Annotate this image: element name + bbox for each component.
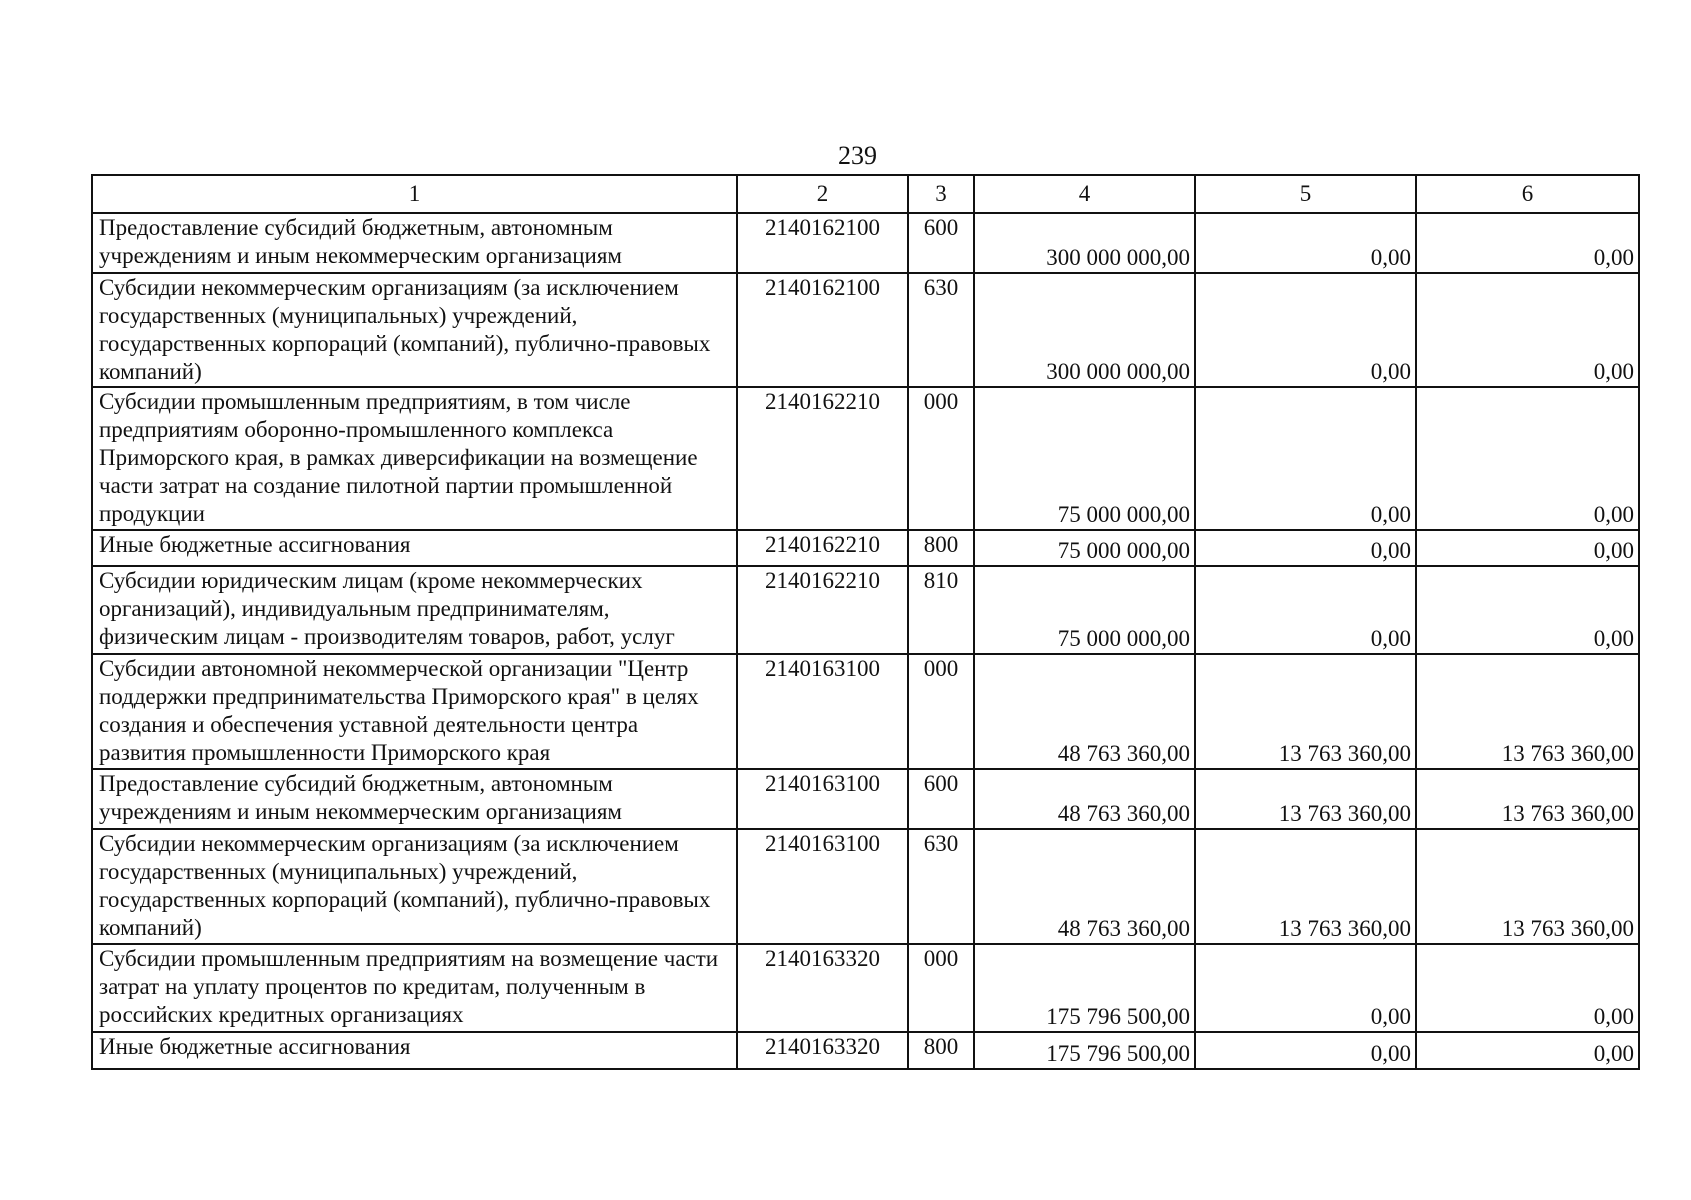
row-type: 000 xyxy=(908,654,974,769)
row-value-6: 0,00 xyxy=(1416,566,1639,654)
row-name: Субсидии промышленным предприятиям, в том числе предприятиям оборонно-промышленного комплекса Приморского края, в рамках диверсификации на возмещение части затрат на создание пилотной партии промышленной продукции xyxy=(92,387,737,530)
row-value-5: 0,00 xyxy=(1195,566,1416,654)
row-name: Предоставление субсидий бюджетным, автономным учреждениям и иным некоммерческим организациям xyxy=(92,213,737,273)
row-value-6: 0,00 xyxy=(1416,273,1639,387)
row-value-5: 0,00 xyxy=(1195,387,1416,530)
row-name: Иные бюджетные ассигнования xyxy=(92,530,737,566)
row-value-4: 75 000 000,00 xyxy=(974,387,1195,530)
row-value-4: 75 000 000,00 xyxy=(974,530,1195,566)
row-value-6: 0,00 xyxy=(1416,530,1639,566)
row-value-4: 175 796 500,00 xyxy=(974,944,1195,1032)
table-row xyxy=(92,654,1639,769)
row-type: 630 xyxy=(908,273,974,387)
row-value-4: 48 763 360,00 xyxy=(974,829,1195,944)
row-value-4: 175 796 500,00 xyxy=(974,1032,1195,1069)
row-value-4: 300 000 000,00 xyxy=(974,213,1195,273)
row-code: 2140163320 xyxy=(737,1032,908,1069)
row-code: 2140162100 xyxy=(737,213,908,273)
row-value-5: 13 763 360,00 xyxy=(1195,829,1416,944)
column-header: 2 xyxy=(737,175,908,213)
row-value-6: 0,00 xyxy=(1416,387,1639,530)
row-code: 2140162210 xyxy=(737,387,908,530)
column-header: 1 xyxy=(92,175,737,213)
row-code: 2140162210 xyxy=(737,566,908,654)
row-value-4: 300 000 000,00 xyxy=(974,273,1195,387)
row-value-6: 13 763 360,00 xyxy=(1416,654,1639,769)
table-row xyxy=(92,387,1639,530)
row-type: 630 xyxy=(908,829,974,944)
table-row xyxy=(92,530,1639,566)
budget-table xyxy=(91,174,1640,1070)
row-value-5: 13 763 360,00 xyxy=(1195,769,1416,829)
row-name: Субсидии некоммерческим организациям (за исключением государственных (муниципальных) учреждений, государственных корпораций (компаний), публично-правовых компаний) xyxy=(92,829,737,944)
row-name: Предоставление субсидий бюджетным, автономным учреждениям и иным некоммерческим организациям xyxy=(92,769,737,829)
row-type: 800 xyxy=(908,1032,974,1069)
row-value-5: 0,00 xyxy=(1195,213,1416,273)
column-header: 4 xyxy=(974,175,1195,213)
row-value-6: 0,00 xyxy=(1416,1032,1639,1069)
row-type: 810 xyxy=(908,566,974,654)
table-row xyxy=(92,829,1639,944)
table-row xyxy=(92,213,1639,273)
row-value-5: 0,00 xyxy=(1195,530,1416,566)
table-row xyxy=(92,769,1639,829)
table-row xyxy=(92,944,1639,1032)
column-header: 5 xyxy=(1195,175,1416,213)
table-row xyxy=(92,273,1639,387)
row-code: 2140163100 xyxy=(737,769,908,829)
row-value-4: 48 763 360,00 xyxy=(974,654,1195,769)
row-code: 2140163100 xyxy=(737,829,908,944)
row-value-5: 0,00 xyxy=(1195,1032,1416,1069)
row-code: 2140163100 xyxy=(737,654,908,769)
row-name: Иные бюджетные ассигнования xyxy=(92,1032,737,1069)
row-code: 2140162210 xyxy=(737,530,908,566)
table-header-row xyxy=(92,175,1639,213)
column-header: 6 xyxy=(1416,175,1639,213)
table-row xyxy=(92,1032,1639,1069)
row-type: 600 xyxy=(908,213,974,273)
row-value-4: 48 763 360,00 xyxy=(974,769,1195,829)
row-type: 800 xyxy=(908,530,974,566)
row-name: Субсидии некоммерческим организациям (за исключением государственных (муниципальных) учреждений, государственных корпораций (компаний), публично-правовых компаний) xyxy=(92,273,737,387)
row-value-5: 13 763 360,00 xyxy=(1195,654,1416,769)
column-header: 3 xyxy=(908,175,974,213)
row-type: 000 xyxy=(908,944,974,1032)
row-value-6: 13 763 360,00 xyxy=(1416,769,1639,829)
row-value-6: 0,00 xyxy=(1416,944,1639,1032)
table-row xyxy=(92,566,1639,654)
row-name: Субсидии промышленным предприятиям на возмещение части затрат на уплату процентов по кредитам, полученным в российских кредитных организациях xyxy=(92,944,737,1032)
row-value-6: 0,00 xyxy=(1416,213,1639,273)
row-code: 2140163320 xyxy=(737,944,908,1032)
row-code: 2140162100 xyxy=(737,273,908,387)
row-name: Субсидии юридическим лицам (кроме некоммерческих организаций), индивидуальным предпринимателям, физическим лицам - производителям товаров, работ, услуг xyxy=(92,566,737,654)
row-value-5: 0,00 xyxy=(1195,273,1416,387)
row-type: 600 xyxy=(908,769,974,829)
row-value-4: 75 000 000,00 xyxy=(974,566,1195,654)
row-name: Субсидии автономной некоммерческой организации "Центр поддержки предпринимательства Приморского края" в целях создания и обеспечения уставной деятельности центра развития промышленности Приморского края xyxy=(92,654,737,769)
row-type: 000 xyxy=(908,387,974,530)
row-value-5: 0,00 xyxy=(1195,944,1416,1032)
row-value-6: 13 763 360,00 xyxy=(1416,829,1639,944)
page-number: 239 xyxy=(838,141,877,170)
